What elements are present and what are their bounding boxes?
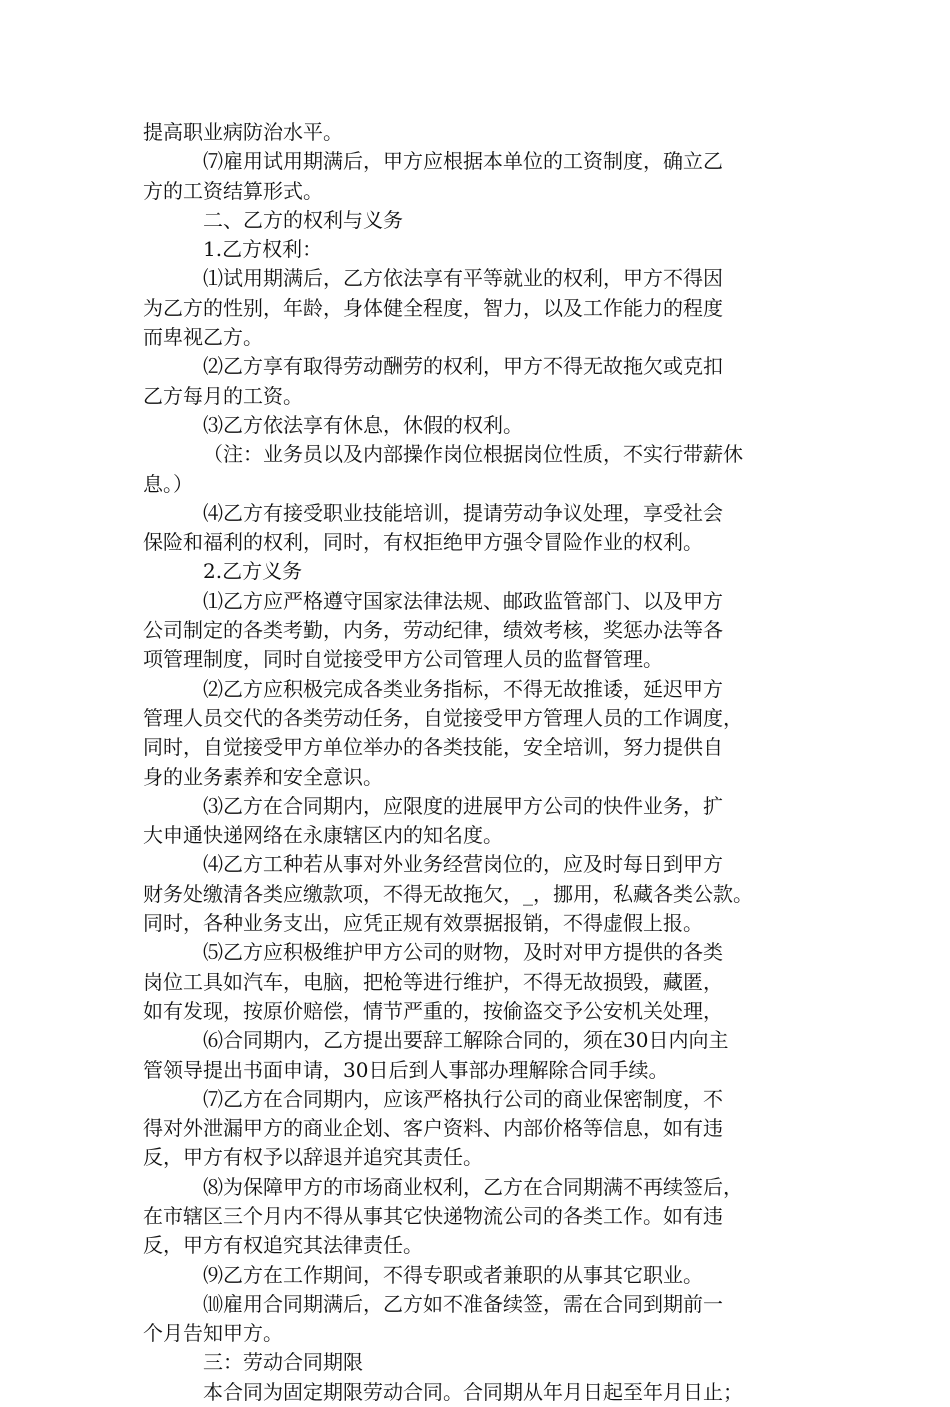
paragraph xyxy=(143,1348,823,1377)
text-line: 三：劳动合同期限 xyxy=(203,1350,363,1375)
text-line: 乙方每月的工资。 xyxy=(143,383,303,408)
text-line: ⑺雇用试用期满后，甲方应根据本单位的工资制度，确立乙 xyxy=(203,149,723,174)
paragraph xyxy=(143,411,823,440)
text-line: 个月告知甲方。 xyxy=(143,1321,283,1346)
paragraph xyxy=(143,499,823,558)
text-line: 息。） xyxy=(143,471,193,496)
text-line: 1.乙方权利： xyxy=(203,237,323,262)
text-line: 二、乙方的权利与义务 xyxy=(203,207,403,232)
text-line: 为乙方的性别，年龄，身体健全程度，智力，以及工作能力的程度 xyxy=(143,295,723,320)
text-line: ⑴乙方应严格遵守国家法律法规、邮政监管部门、以及甲方 xyxy=(203,588,723,613)
text-line: 项管理制度，同时自觉接受甲方公司管理人员的监督管理。 xyxy=(143,647,663,672)
text-line: 公司制定的各类考勤，内务，劳动纪律，绩效考核，奖惩办法等各 xyxy=(143,618,723,643)
text-line: 管理人员交代的各类劳动任务，自觉接受甲方管理人员的工作调度， xyxy=(143,705,743,730)
text-line: ⑶乙方依法享有休息，休假的权利。 xyxy=(203,412,523,437)
paragraph xyxy=(143,1290,823,1349)
text-line: 提高职业病防治水平。 xyxy=(143,120,343,144)
paragraph xyxy=(143,440,823,499)
text-line: ⑸乙方应积极维护甲方公司的财物，及时对甲方提供的各类 xyxy=(203,940,723,965)
paragraph xyxy=(143,118,823,147)
paragraph xyxy=(143,235,823,264)
paragraph xyxy=(143,792,823,851)
text-line: 得对外泄漏甲方的商业企划、客户资料、内部价格等信息，如有违 xyxy=(143,1116,723,1141)
text-line: 同时，自觉接受甲方单位举办的各类技能，安全培训，努力提供自 xyxy=(143,735,723,760)
paragraph xyxy=(143,147,823,206)
text-line: 大申通快递网络在永康辖区内的知名度。 xyxy=(143,823,503,848)
text-line: ⑼乙方在工作期间，不得专职或者兼职的从事其它职业。 xyxy=(203,1262,703,1287)
text-line: 岗位工具如汽车，电脑，把枪等进行维护，不得无故损毁，藏匿， xyxy=(143,969,723,994)
paragraph xyxy=(143,1378,823,1407)
text-line: 财务处缴清各类应缴款项，不得无故拖欠，_，挪用，私藏各类公款。 xyxy=(143,881,753,906)
paragraph xyxy=(143,587,823,675)
text-line: 同时，各种业务支出，应凭正规有效票据报销，不得虚假上报。 xyxy=(143,911,703,936)
text-line: 反，甲方有权予以辞退并追究其责任。 xyxy=(143,1145,483,1170)
text-line: ⑵乙方应积极完成各类业务指标，不得无故推诿，延迟甲方 xyxy=(203,676,723,701)
text-line: ⑺乙方在合同期内，应该严格执行公司的商业保密制度，不 xyxy=(203,1086,723,1111)
paragraph xyxy=(143,557,823,586)
text-line: ⑹合同期内，乙方提出要辞工解除合同的，须在30日内向主 xyxy=(203,1028,729,1053)
text-line: 本合同为固定期限劳动合同。合同期从年月日起至年月日止； xyxy=(203,1379,743,1404)
text-line: ⑴试用期满后，乙方依法享有平等就业的权利，甲方不得因 xyxy=(203,266,723,291)
paragraph xyxy=(143,938,823,1026)
text-line: 而卑视乙方。 xyxy=(143,325,263,350)
paragraph xyxy=(143,675,823,792)
paragraph xyxy=(143,1085,823,1173)
paragraph xyxy=(143,206,823,235)
document-page xyxy=(143,118,823,1407)
text-line: 保险和福利的权利，同时，有权拒绝甲方强令冒险作业的权利。 xyxy=(143,530,703,555)
text-line: 方的工资结算形式。 xyxy=(143,178,323,203)
paragraph xyxy=(143,1026,823,1085)
text-line: ⑻为保障甲方的市场商业权利，乙方在合同期满不再续签后， xyxy=(203,1174,743,1199)
text-line: 如有发现，按原价赔偿，情节严重的，按偷盗交予公安机关处理， xyxy=(143,998,723,1023)
text-line: ⑶乙方在合同期内，应限度的进展甲方公司的快件业务，扩 xyxy=(203,793,723,818)
text-line: （注：业务员以及内部操作岗位根据岗位性质，不实行带薪休 xyxy=(203,442,743,467)
text-line: 在市辖区三个月内不得从事其它快递物流公司的各类工作。如有违 xyxy=(143,1203,723,1228)
text-line: 反，甲方有权追究其法律责任。 xyxy=(143,1233,423,1258)
paragraph xyxy=(143,352,823,411)
text-line: ⑷乙方有接受职业技能培训，提请劳动争议处理，享受社会 xyxy=(203,500,723,525)
text-line: 身的业务素养和安全意识。 xyxy=(143,764,383,789)
text-line: 管领导提出书面申请，30日后到人事部办理解除合同手续。 xyxy=(143,1057,669,1082)
paragraph xyxy=(143,264,823,352)
text-line: ⑽雇用合同期满后，乙方如不准备续签，需在合同到期前一 xyxy=(203,1291,723,1316)
paragraph xyxy=(143,1261,823,1290)
paragraph xyxy=(143,850,823,938)
text-line: 2.乙方义务 xyxy=(203,559,303,584)
text-line: ⑷乙方工种若从事对外业务经营岗位的，应及时每日到甲方 xyxy=(203,852,723,877)
paragraph xyxy=(143,1173,823,1261)
text-line: ⑵乙方享有取得劳动酬劳的权利，甲方不得无故拖欠或克扣 xyxy=(203,354,723,379)
